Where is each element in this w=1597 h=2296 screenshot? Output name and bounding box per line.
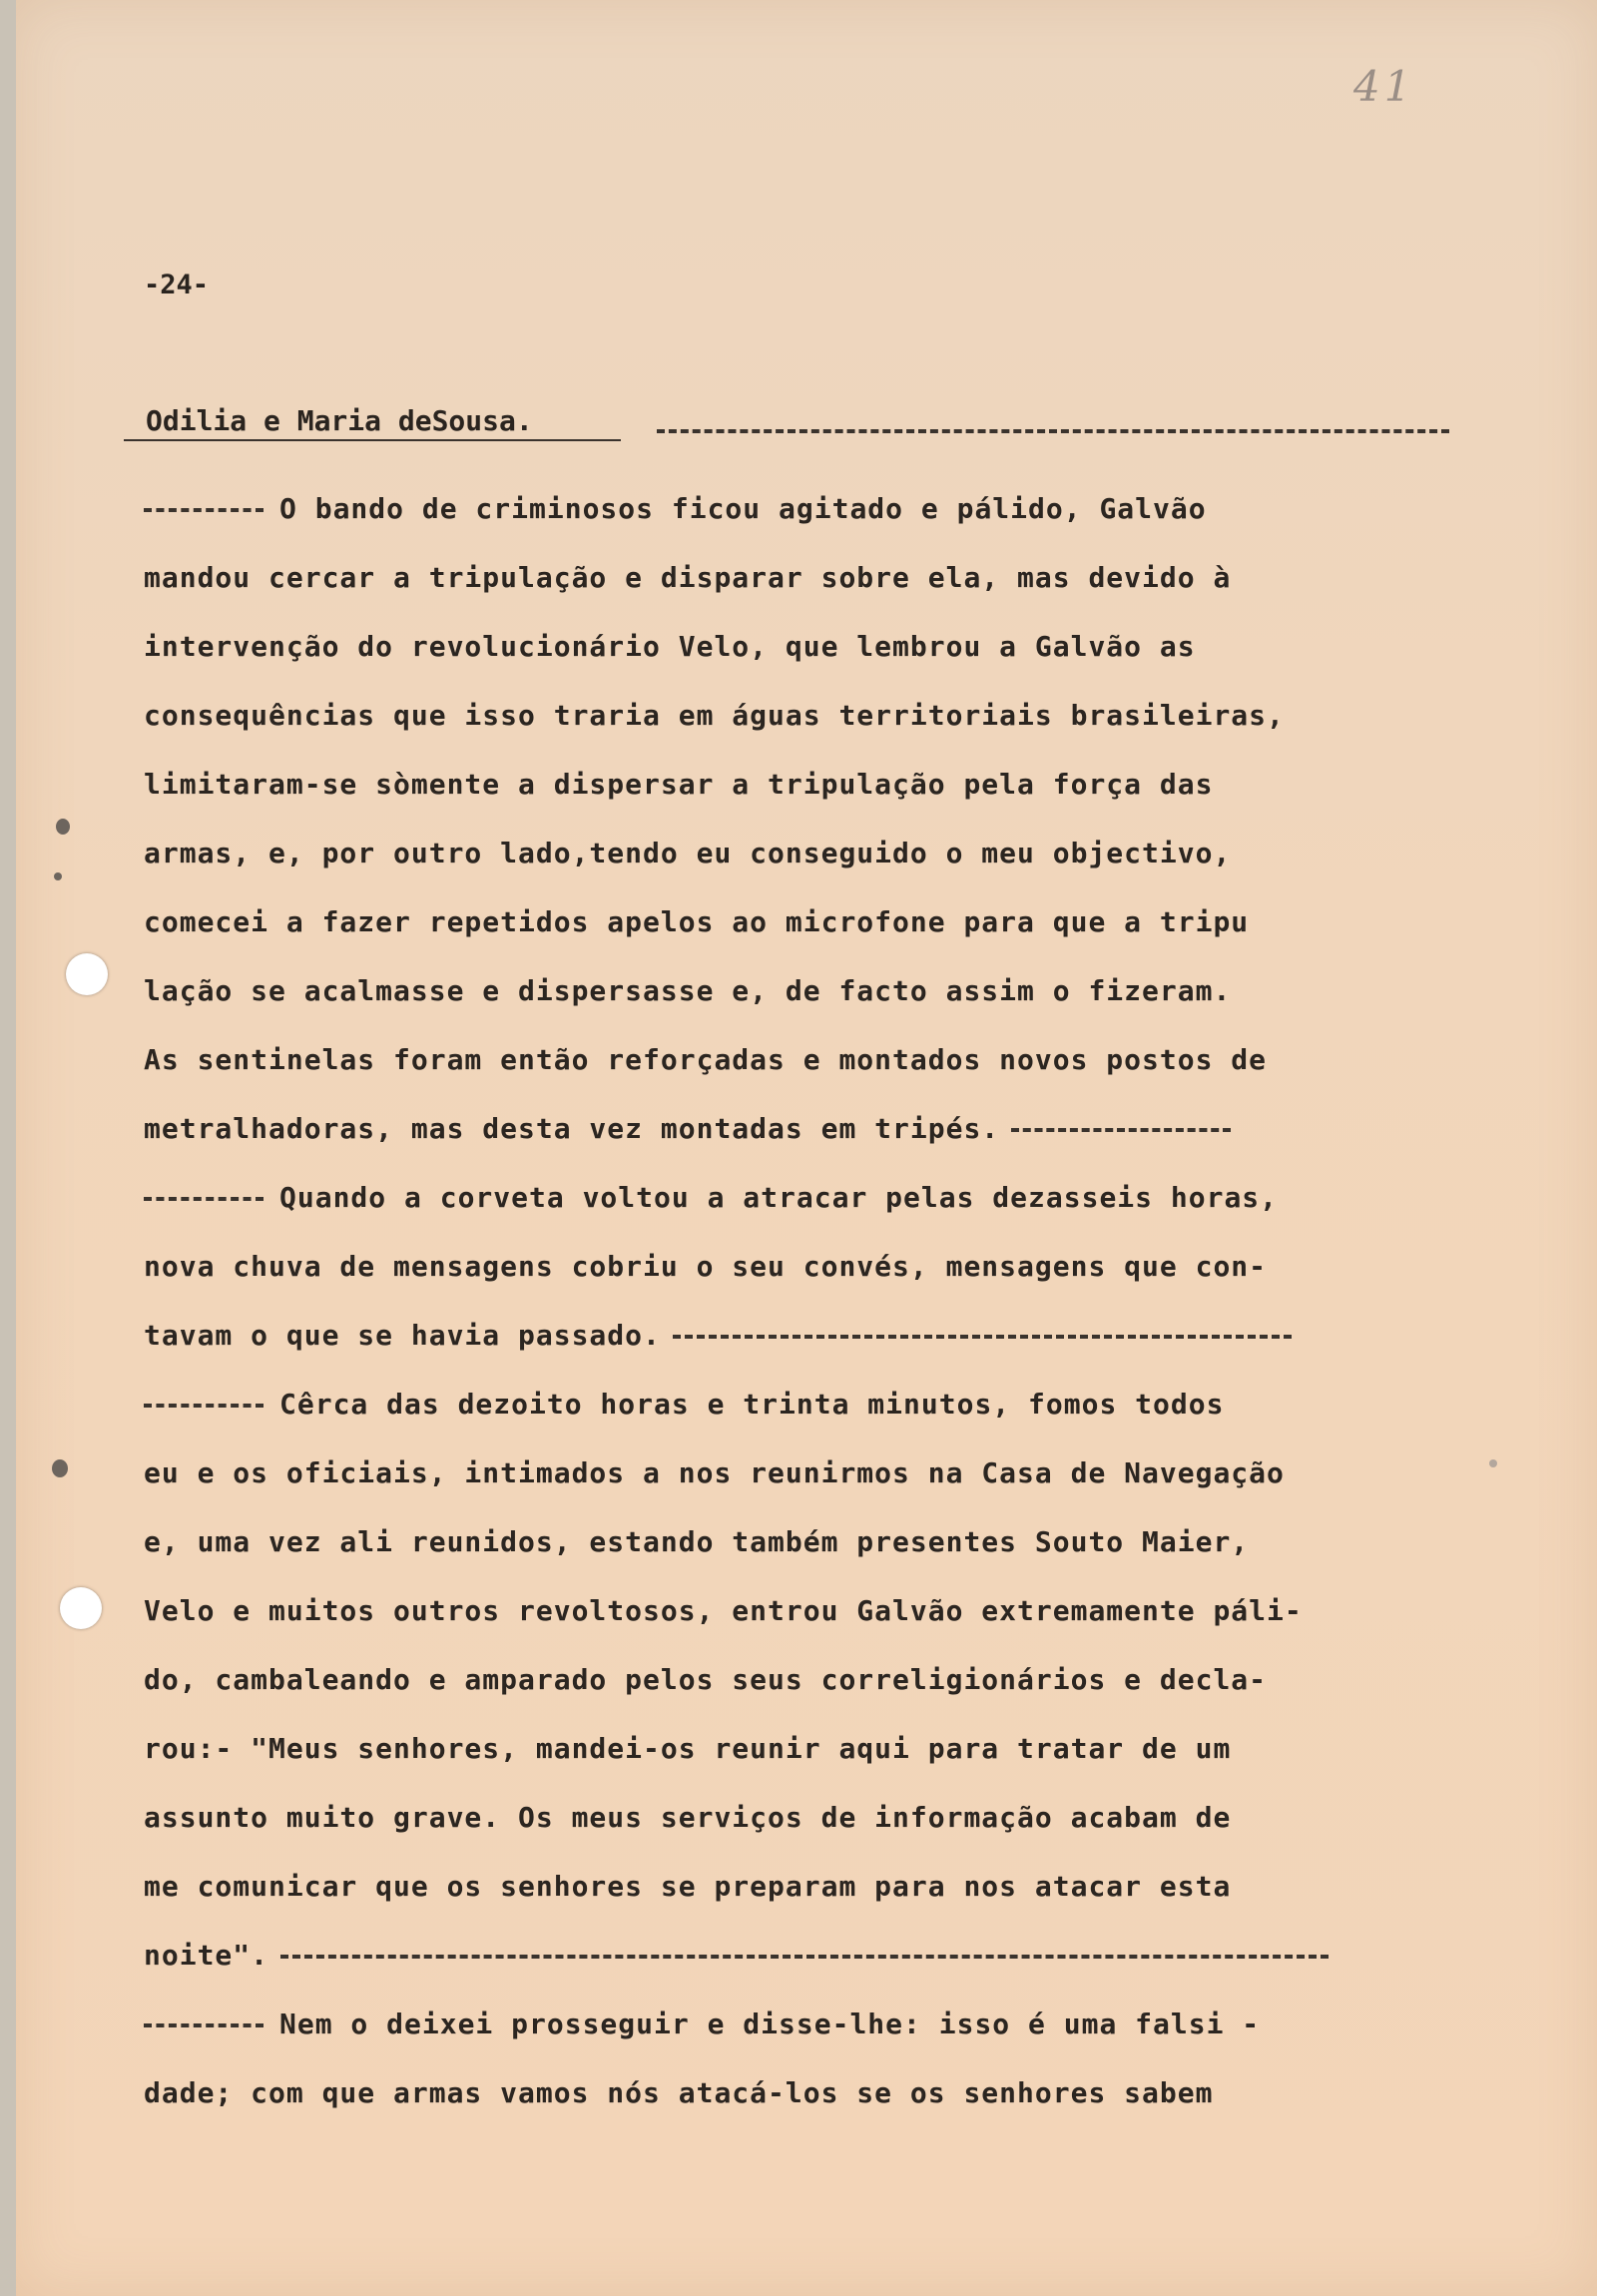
text-line: armas, e, por outro lado,tendo eu conseguido o meu objectivo, bbox=[144, 837, 1232, 869]
text-line: dade; com que armas vamos nós atacá-los se os senhores sabem bbox=[144, 2076, 1214, 2109]
text-line: assunto muito grave. Os meus serviços de informação acabam de bbox=[144, 1801, 1232, 1834]
text-line: Cêrca das dezoito horas e trinta minutos, fomos todos bbox=[144, 1370, 1461, 1438]
heading-underline bbox=[124, 439, 621, 441]
text-line: consequências que isso traria em águas territoriais brasileiras, bbox=[144, 699, 1285, 732]
document-body bbox=[144, 474, 1461, 2127]
punch-hole-bottom bbox=[60, 1587, 102, 1629]
page-number: -24- bbox=[144, 270, 210, 300]
trailing-dash bbox=[1011, 1128, 1231, 1132]
text-line: As sentinelas foram então reforçadas e montados novos postos de bbox=[144, 1043, 1268, 1076]
text-line: Velo e muitos outros revoltosos, entrou Galvão extremamente páli- bbox=[144, 1594, 1303, 1627]
text-line: comecei a fazer repetidos apelos ao microfone para que a tripu bbox=[144, 905, 1250, 938]
text-line: nova chuva de mensagens cobriu o seu convés, mensagens que con- bbox=[144, 1250, 1268, 1283]
folio-number: 41 bbox=[1353, 62, 1415, 111]
section-heading: Odilia e Maria deSousa. bbox=[146, 404, 533, 437]
text-line: noite". bbox=[144, 1921, 1461, 1990]
text-line: limitaram-se sòmente a dispersar a tripulação pela força das bbox=[144, 768, 1214, 801]
text-line: e, uma vez ali reunidos, estando também presentes Souto Maier, bbox=[144, 1525, 1250, 1558]
text-line: eu e os oficiais, intimados a nos reunirmos na Casa de Navegação bbox=[144, 1456, 1285, 1489]
text-line: Quando a corveta voltou a atracar pelas dezasseis horas, bbox=[144, 1163, 1461, 1232]
text-line: intervenção do revolucionário Velo, que lembrou a Galvão as bbox=[144, 630, 1196, 663]
trailing-dash bbox=[280, 1955, 1329, 1959]
text-line: mandou cercar a tripulação e disparar sobre ela, mas devido à bbox=[144, 561, 1232, 594]
paper-speck bbox=[52, 1459, 68, 1477]
paragraph-dash bbox=[144, 1197, 264, 1201]
text-line: metralhadoras, mas desta vez montadas em tripés. bbox=[144, 1094, 1461, 1163]
document-page bbox=[16, 0, 1597, 2296]
heading-dash-rule bbox=[657, 429, 1449, 433]
text-line: Nem o deixei prosseguir e disse-lhe: isso é uma falsi - bbox=[144, 1990, 1461, 2058]
text-line: lação se acalmasse e dispersasse e, de facto assim o fizeram. bbox=[144, 974, 1232, 1007]
paragraph-dash bbox=[144, 508, 264, 512]
text-line: rou:- "Meus senhores, mandei-os reunir aqui para tratar de um bbox=[144, 1732, 1232, 1765]
paper-speck bbox=[56, 819, 70, 835]
text-line: me comunicar que os senhores se preparam para nos atacar esta bbox=[144, 1870, 1232, 1903]
trailing-dash bbox=[673, 1335, 1292, 1339]
text-line: tavam o que se havia passado. bbox=[144, 1301, 1461, 1370]
paragraph-dash bbox=[144, 2023, 264, 2027]
punch-hole-top bbox=[66, 953, 108, 995]
paper-speck bbox=[1489, 1459, 1497, 1467]
paragraph-dash bbox=[144, 1404, 264, 1408]
text-line: do, cambaleando e amparado pelos seus correligionários e decla- bbox=[144, 1663, 1268, 1696]
text-line: O bando de criminosos ficou agitado e pálido, Galvão bbox=[144, 474, 1461, 543]
paper-speck bbox=[54, 872, 62, 880]
